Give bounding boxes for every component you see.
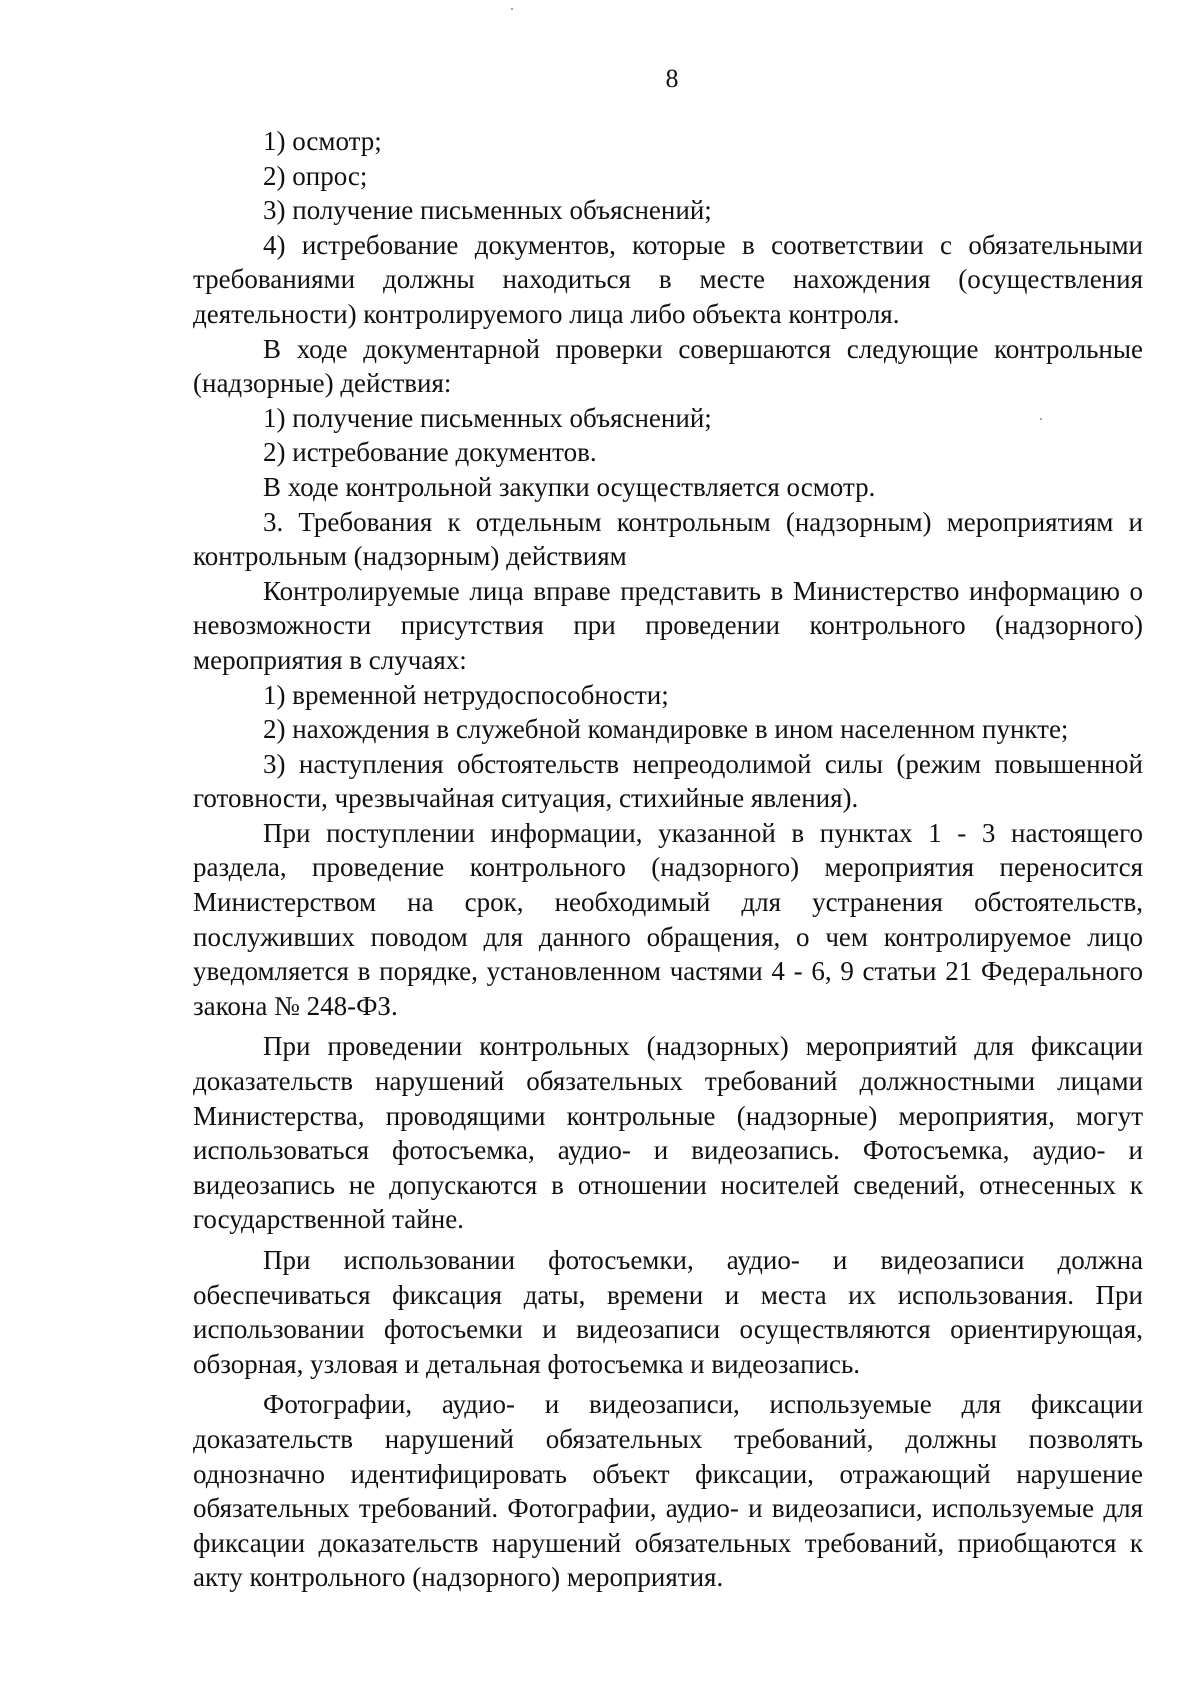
paragraph-documentary-check: В ходе документарной проверки совершаются следующие контрольные (надзорные) действия: [193,333,1143,399]
list-item-force-majeure: 3) наступления обстоятельств непреодолимой силы (режим повышенной готовности, чрезвычайная ситуация, стихийные явления). [193,748,1143,814]
paragraph-photo-video-use: При проведении контрольных (надзорных) мероприятий для фиксации доказательств нарушений обязательных требований должностными лицами Министерства, проводящими контрольные (надзорные) мероприятия, могут использоваться фотосъемка, аудио- и видеозапись. Фотосъемка, аудио- и видеозапись не допускаются в отношении носителей сведений, отнесенных к государственной тайне. [193,1031,1143,1235]
paragraph-control-purchase: В ходе контрольной закупки осуществляется осмотр. [263,471,876,502]
paragraph-evidence-attachment: Фотографии, аудио- и видеозаписи, используемые для фиксации доказательств нарушений обязательных требований, должны позволять однозначно идентифицировать объект фиксации, отражающий нарушение обязательных требований. Фотографии, аудио- и видеозаписи, используемые для фиксации доказательств нарушений обязательных требований, приобщаются к акту контрольного (надзорного) мероприятия. [193,1389,1143,1593]
list-item-document-request-2: 2) истребование документов. [263,437,597,468]
scan-speck [511,8,513,10]
list-item-inspection: 1) осмотр; [263,126,382,156]
list-item-disability: 1) временной нетрудоспособности; [263,679,669,710]
page-number: 8 [665,64,679,93]
paragraph-absence-info: Контролируемые лица вправе представить в Министерство информацию о невозможности присутствия при проведении контрольного (надзорного) мероприятия в случаях: [193,575,1143,675]
paragraph-recording-requirements: При использовании фотосъемки, аудио- и видеозаписи должна обеспечиваться фиксация даты, времени и места их использования. При использовании фотосъемки и видеозаписи осуществляются ориентирующая, обзорная, узловая и детальная фотосъемка и видеозапись. [193,1245,1143,1379]
paragraph-postponement: При поступлении информации, указанной в пунктах 1 - 3 настоящего раздела, проведение контрольного (надзорного) мероприятия переносится Министерством на срок, необходимый для устранения обстоятельств, послуживших поводом для данного обращения, о чем контролируемое лицо уведомляется в порядке, установленном частями 4 - 6, 9 статьи 21 Федерального закона № 248-ФЗ. [193,817,1143,1021]
list-item-written-explanations: 3) получение письменных объяснений; [263,195,712,226]
list-item-written-explanations-2: 1) получение письменных объяснений; [263,402,712,433]
section-heading-3: 3. Требования к отдельным контрольным (надзорным) мероприятиям и контрольным (надзорным) действиям [193,506,1143,572]
list-item-business-trip: 2) нахождения в служебной командировке в ином населенном пункте; [263,714,1069,745]
list-item-survey: 2) опрос; [263,160,368,191]
list-item-document-request: 4) истребование документов, которые в соответствии с обязательными требованиями должны находиться в месте нахождения (осуществления деятельности) контролируемого лица либо объекта контроля. [193,229,1143,329]
document-body [193,124,1143,1595]
